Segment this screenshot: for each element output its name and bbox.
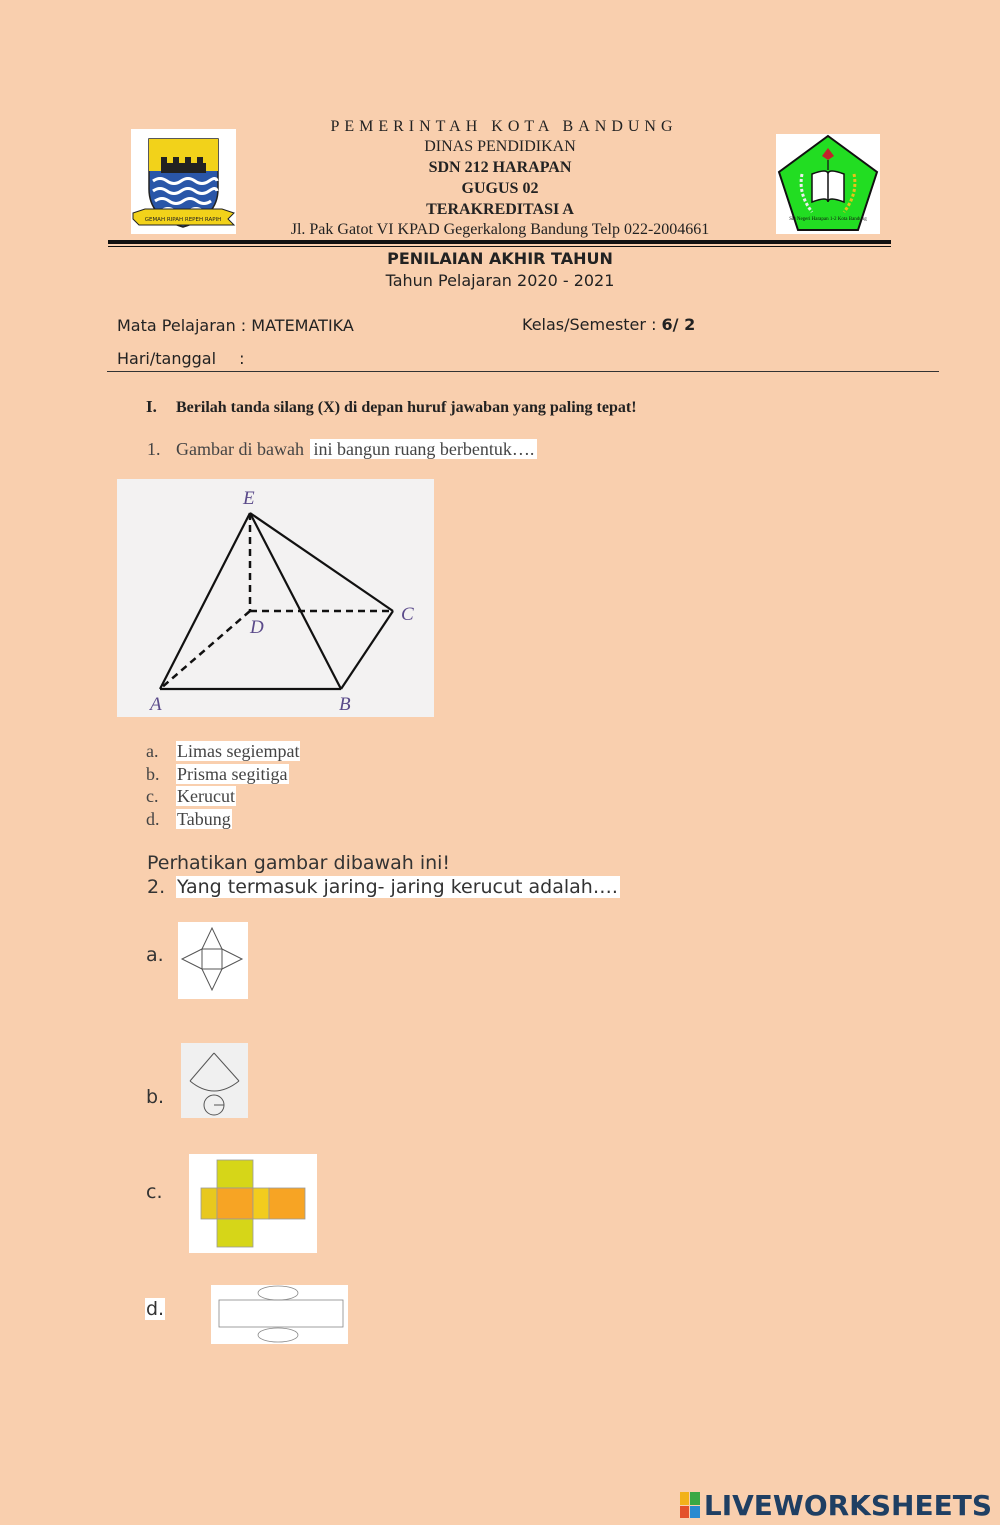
header-line-1: PEMERINTAH KOTA BANDUNG (330, 118, 678, 135)
q2-option-b-letter[interactable]: b. (146, 1086, 165, 1108)
q1-option-d[interactable] (146, 808, 300, 831)
q2-option-d-letter[interactable]: d. (146, 1298, 165, 1320)
header-line-2: DINAS PENDIDIKAN (424, 138, 576, 155)
header-rule-thick (108, 240, 891, 244)
q1-text-part2: ini bangun ruang berbentuk…. (310, 439, 537, 459)
logo-ribbon-text: GEMAH RIPAH REPEH RAPIH (144, 217, 222, 223)
section-instruction: Berilah tanda silang (X) di depan huruf jawaban yang paling tepat! (176, 399, 637, 416)
q1-option-a[interactable] (146, 740, 300, 763)
exam-year: Tahun Pelajaran 2020 - 2021 (385, 271, 615, 290)
pyramid-figure (117, 479, 434, 717)
option-text: Kerucut (177, 786, 235, 806)
header-address: Jl. Pak Gatot VI KPAD Gegerkalong Bandung Telp 022-2004661 (290, 221, 710, 238)
option-letter: b. (146, 763, 160, 784)
option-letter: a. (146, 741, 159, 761)
label-D: D (250, 617, 264, 638)
q2-intro: Perhatikan gambar dibawah ini! (147, 852, 451, 874)
option-letter: d. (146, 808, 160, 829)
date-label: Hari/tanggal (117, 349, 217, 368)
subject-label: Mata Pelajaran : MATEMATIKA (117, 316, 354, 335)
q2-text-highlight: Yang termasuk jaring- jaring kerucut adalah…. (177, 876, 618, 898)
q2-option-c-image[interactable] (189, 1154, 317, 1253)
label-E: E (243, 488, 255, 509)
q1-text (176, 439, 537, 460)
liveworksheets-logo (680, 1488, 992, 1522)
q2-number: 2. (147, 876, 166, 898)
liveworksheets-badge-icon (680, 1492, 700, 1518)
edge-DA (160, 611, 250, 689)
header-rule-thin (108, 246, 891, 247)
date-row (117, 349, 245, 368)
option-text: Limas segiempat (177, 741, 300, 761)
class-value: 6/ 2 (661, 315, 696, 334)
label-C: C (401, 604, 414, 625)
edge-EA (160, 513, 250, 689)
edge-EC (250, 513, 393, 611)
edge-EB (250, 513, 341, 689)
class-label: Kelas/Semester : (522, 315, 662, 334)
header-line-5: TERAKREDITASI A (426, 201, 574, 218)
header-line-4: GUGUS 02 (461, 180, 539, 197)
option-text: Prisma segitiga (177, 763, 288, 784)
q1-text-part1: Gambar di bawah (176, 439, 304, 459)
watermark-text: LIVEWORKSHEETS (703, 1488, 992, 1522)
q2-text (176, 876, 620, 898)
exam-title: PENILAIAN AKHIR TAHUN (387, 249, 613, 268)
q1-option-b[interactable] (146, 763, 300, 786)
q2-option-c-letter[interactable]: c. (146, 1181, 163, 1203)
q2-option-a-letter[interactable]: a. (146, 944, 164, 966)
q1-option-c[interactable] (146, 785, 300, 808)
label-A: A (150, 694, 162, 715)
section-number: I. (146, 397, 157, 416)
info-rule (107, 371, 939, 372)
header-line-3: SDN 212 HARAPAN (428, 159, 572, 176)
class-semester (522, 315, 695, 334)
option-text: Tabung (177, 808, 231, 829)
q2-option-b-image[interactable] (181, 1043, 248, 1118)
q2-option-a-image[interactable] (178, 922, 248, 999)
edge-BC (341, 611, 393, 689)
date-colon: : (239, 349, 245, 368)
label-B: B (339, 694, 351, 715)
q1-number: 1. (147, 439, 161, 459)
q1-options (146, 740, 300, 830)
q2-option-d-image[interactable] (211, 1285, 348, 1344)
option-letter: c. (146, 786, 159, 806)
logo-school-text: SD Negeri Harapan 1-2 Kota Bandung (789, 217, 867, 222)
